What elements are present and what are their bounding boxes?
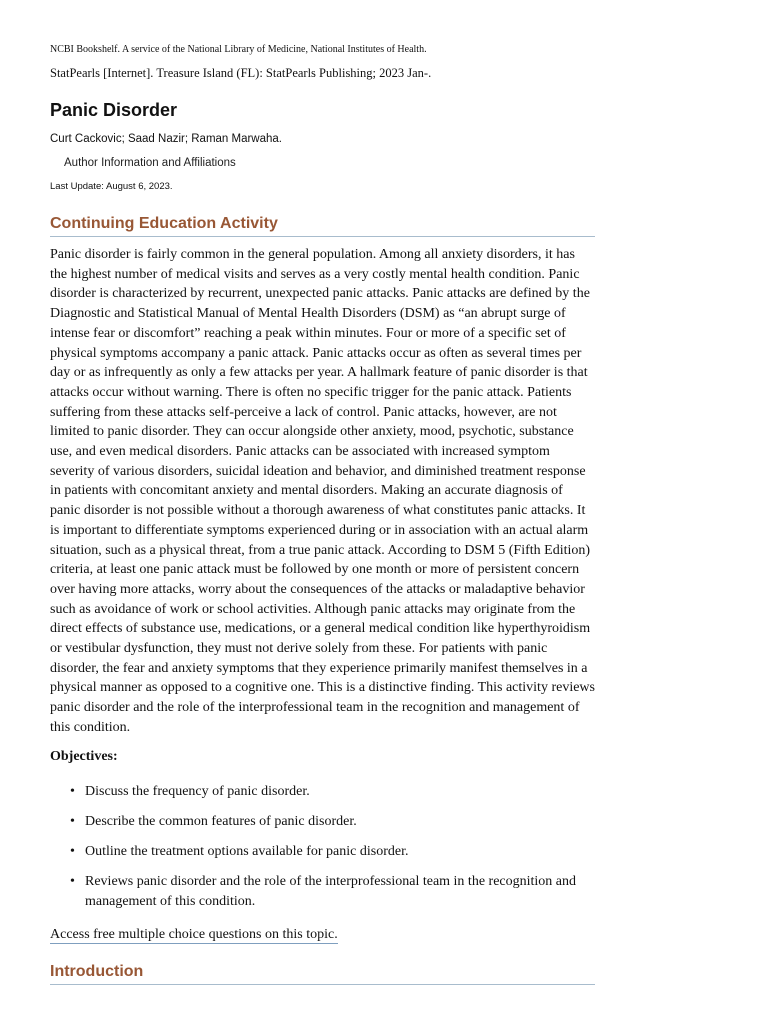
last-update-date: Last Update: August 6, 2023.: [50, 181, 173, 192]
bullet-icon: •: [70, 844, 75, 859]
continuing-education-paragraph: Panic disorder is fairly common in the general population. Among all anxiety disorders, it has the highest number of medical visits and serves as a very costly mental health condition. Panic disorder is characterized by recurrent, unexpected panic attacks. Panic attacks are defined by the Diagnostic and Statistical Manual of Mental Health Disorders (DSM) as “an abrupt surge of intense fear or discomfort” reaching a peak within minutes. Four or more of a specific set of physical symptoms accompany a panic attack. Panic attacks occur as often as several times per day or as infrequently as only a few attacks per year. A hallmark feature of panic disorder is that attacks occur without warning. There is often no specific trigger for the panic attack. Patients suffering from these attacks self-perceive a lack of control. Panic attacks, however, are not limited to panic disorder. They can occur alongside other anxiety, mood, psychotic, substance use, and even medical disorders. Panic attacks can be associated with increased symptom severity of various disorders, suicidal ideation and behavior, and diminished treatment response in patients with concomitant anxiety and mental disorders. Making an accurate diagnosis of panic disorder is not possible without a thorough awareness of what constitutes panic attacks. It is important to differentiate symptoms experienced during or in association with an actual alarm situation, such as a physical threat, from a true panic attack. According to DSM 5 (Fifth Edition) criteria, at least one panic attack must be followed by one month or more of persistent concern over having more attacks, worry about the consequences of the attacks or maladaptive behavior such as avoidance of work or school activities. Although panic attacks may originate from the direct effects of substance use, medications, or a general medical condition like hyperthyroidism or vestibular dysfunction, they must not derive solely from these. For patients with panic disorder, the fear and anxiety symptoms that they experience primarily manifest themselves in a physical manner as opposed to a cognitive one. This is a distinctive finding. This activity reviews panic disorder and the role of the interprofessional team in the recognition and management of this condition.: [50, 247, 595, 735]
objectives-list: [50, 782, 595, 922]
list-item: [70, 842, 595, 862]
section-heading-introduction: Introduction: [50, 962, 595, 985]
list-item: [70, 782, 595, 802]
section-heading-continuing-education: Continuing Education Activity: [50, 214, 595, 237]
bullet-icon: •: [70, 784, 75, 799]
publication-citation: StatPearls [Internet]. Treasure Island (FL): StatPearls Publishing; 2023 Jan-.: [50, 66, 432, 80]
bullet-icon: •: [70, 874, 75, 889]
objective-text: Describe the common features of panic disorder.: [85, 814, 357, 829]
ncbi-banner-text: NCBI Bookshelf. A service of the National Library of Medicine, National Institutes of Health.: [50, 44, 427, 55]
objective-text: Outline the treatment options available for panic disorder.: [85, 844, 409, 859]
author-list: Curt Cackovic; Saad Nazir; Raman Marwaha.: [50, 133, 282, 145]
access-questions-link[interactable]: Access free multiple choice questions on this topic.: [50, 927, 338, 942]
objective-text: Reviews panic disorder and the role of the interprofessional team in the recognition and management of this condition.: [85, 874, 577, 909]
list-item: [70, 812, 595, 832]
page-title: Panic Disorder: [50, 100, 178, 120]
objectives-label: Objectives:: [50, 749, 118, 764]
objective-text: Discuss the frequency of panic disorder.: [85, 784, 310, 799]
bullet-icon: •: [70, 814, 75, 829]
author-affiliations-toggle[interactable]: Author Information and Affiliations: [64, 157, 236, 169]
list-item: [70, 872, 595, 911]
